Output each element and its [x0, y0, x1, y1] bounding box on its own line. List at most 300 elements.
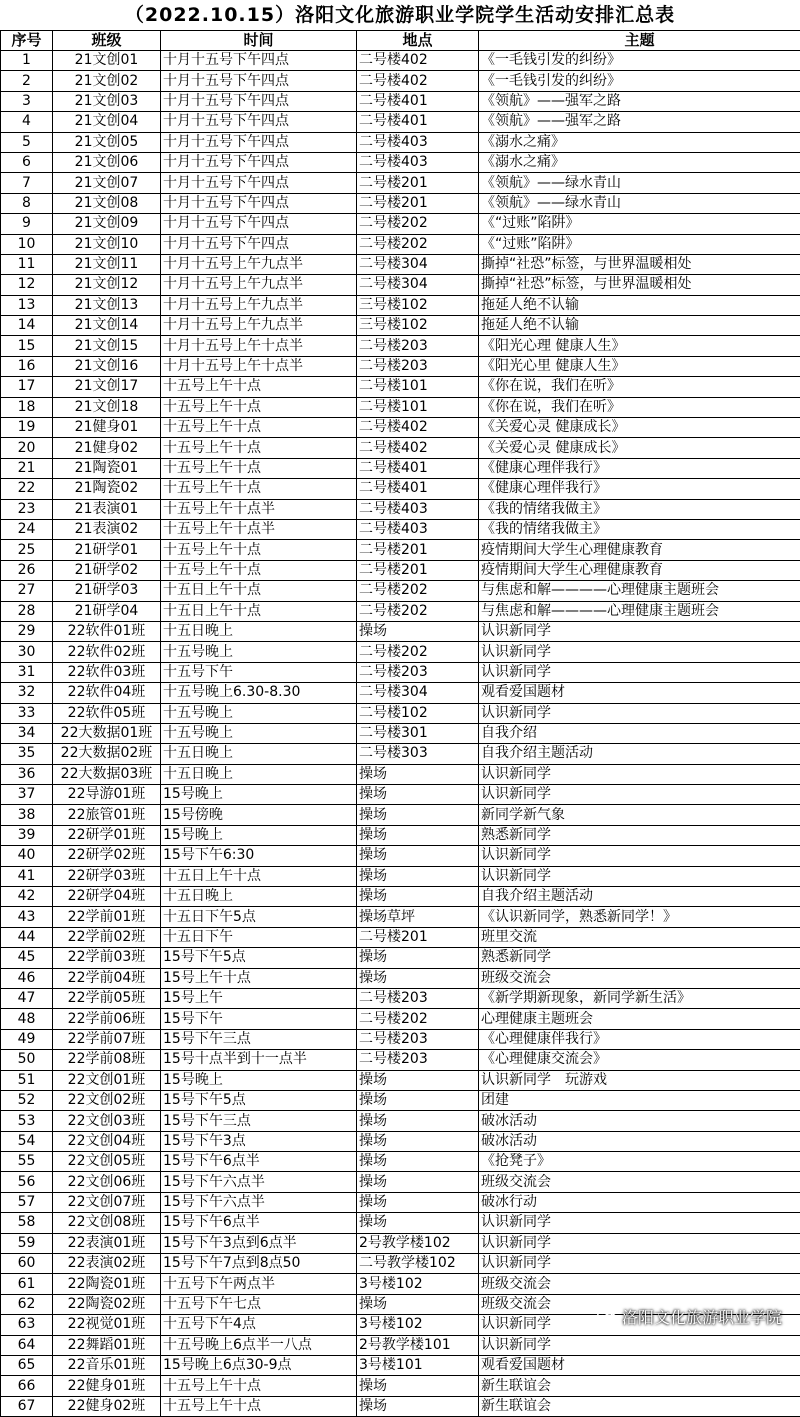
row-topic: 与焦虑和解————心理健康主题班会 [479, 601, 800, 621]
row-class: 21文创07 [53, 173, 161, 193]
row-class: 21文创03 [53, 91, 161, 111]
table-row [1, 581, 800, 601]
row-class: 22文创02班 [53, 1090, 161, 1110]
row-topic: 班里交流 [479, 927, 800, 947]
table-row [1, 825, 800, 845]
row-topic: 熟悉新同学 [479, 948, 800, 968]
row-class: 22表演01班 [53, 1233, 161, 1253]
row-place: 操场 [357, 846, 479, 866]
row-class: 21文创04 [53, 112, 161, 132]
row-place: 操场 [357, 825, 479, 845]
row-class: 21表演01 [53, 499, 161, 519]
row-class: 22学前05班 [53, 988, 161, 1008]
row-class: 22学前03班 [53, 948, 161, 968]
row-place: 三号楼102 [357, 316, 479, 336]
row-class: 22大数据01班 [53, 723, 161, 743]
row-topic: 团建 [479, 1090, 800, 1110]
row-number: 16 [1, 356, 53, 376]
row-number: 52 [1, 1090, 53, 1110]
row-class: 21文创13 [53, 295, 161, 315]
row-number: 7 [1, 173, 53, 193]
row-class: 21文创08 [53, 193, 161, 213]
row-time: 十月十五号下午四点 [161, 132, 357, 152]
row-topic: 心理健康主题班会 [479, 1009, 800, 1029]
row-class: 22软件04班 [53, 683, 161, 703]
row-class: 21文创06 [53, 152, 161, 172]
table-row [1, 968, 800, 988]
row-time: 十五日晚上 [161, 887, 357, 907]
row-time: 15号下午5点 [161, 948, 357, 968]
row-topic: 《你在说，我们在听》 [479, 397, 800, 417]
row-number: 38 [1, 805, 53, 825]
table-row [1, 723, 800, 743]
row-topic: 拖延人绝不认输 [479, 316, 800, 336]
row-place: 操场 [357, 968, 479, 988]
header-row [1, 31, 800, 51]
table-row [1, 1050, 800, 1070]
table-row [1, 866, 800, 886]
row-topic: 《溺水之痛》 [479, 152, 800, 172]
row-number: 62 [1, 1294, 53, 1314]
row-class: 21研学04 [53, 601, 161, 621]
row-place: 二号楼101 [357, 377, 479, 397]
row-place: 二号楼202 [357, 234, 479, 254]
row-topic: 《健康心理伴我行》 [479, 479, 800, 499]
row-class: 22文创06班 [53, 1172, 161, 1192]
table-row [1, 51, 800, 71]
table-row [1, 1213, 800, 1233]
table-row [1, 764, 800, 784]
row-place: 二号楼202 [357, 601, 479, 621]
row-place: 二号楼403 [357, 519, 479, 539]
row-number: 35 [1, 744, 53, 764]
row-time: 十五号晚上 [161, 703, 357, 723]
row-number: 5 [1, 132, 53, 152]
row-place: 操场 [357, 1070, 479, 1090]
table-row [1, 152, 800, 172]
row-topic: 观看爱国题材 [479, 683, 800, 703]
table-row [1, 214, 800, 234]
row-number: 50 [1, 1050, 53, 1070]
table-row [1, 1111, 800, 1131]
row-topic: 认识新同学 [479, 703, 800, 723]
row-class: 21陶瓷02 [53, 479, 161, 499]
row-class: 21文创17 [53, 377, 161, 397]
row-number: 26 [1, 560, 53, 580]
table-body [1, 51, 800, 1417]
row-number: 11 [1, 254, 53, 274]
row-time: 十月十五号下午四点 [161, 71, 357, 91]
row-number: 37 [1, 785, 53, 805]
row-time: 15号上午十点 [161, 968, 357, 988]
row-time: 十五日晚上 [161, 764, 357, 784]
row-number: 9 [1, 214, 53, 234]
row-place: 3号楼101 [357, 1356, 479, 1376]
table-row [1, 1029, 800, 1049]
row-class: 21文创18 [53, 397, 161, 417]
row-topic: 拖延人绝不认输 [479, 295, 800, 315]
row-topic: 认识新同学 [479, 1233, 800, 1253]
row-time: 十五号上午十点半 [161, 519, 357, 539]
table-row [1, 1172, 800, 1192]
row-place: 二号楼401 [357, 458, 479, 478]
table-row [1, 927, 800, 947]
row-topic: 《阳光心里 健康人生》 [479, 356, 800, 376]
row-place: 操场 [357, 866, 479, 886]
row-number: 67 [1, 1396, 53, 1416]
row-place: 操场 [357, 764, 479, 784]
row-number: 36 [1, 764, 53, 784]
row-number: 34 [1, 723, 53, 743]
row-time: 15号晚上6点30-9点 [161, 1356, 357, 1376]
row-place: 二号楼101 [357, 397, 479, 417]
row-topic: 《心理健康伴我行》 [479, 1029, 800, 1049]
table-row [1, 1152, 800, 1172]
row-time: 15号晚上 [161, 785, 357, 805]
table-row [1, 254, 800, 274]
table-row [1, 1376, 800, 1396]
table-row [1, 744, 800, 764]
table-row [1, 846, 800, 866]
header-place: 地点 [357, 31, 479, 51]
header-class: 班级 [53, 31, 161, 51]
row-time: 15号下午六点半 [161, 1172, 357, 1192]
row-number: 46 [1, 968, 53, 988]
row-place: 二号楼403 [357, 132, 479, 152]
row-number: 45 [1, 948, 53, 968]
row-topic: 疫情期间大学生心理健康教育 [479, 540, 800, 560]
table-row [1, 1131, 800, 1151]
row-class: 22导游01班 [53, 785, 161, 805]
row-topic: 破冰活动 [479, 1131, 800, 1151]
row-place: 二号楼304 [357, 275, 479, 295]
row-class: 21文创16 [53, 356, 161, 376]
row-number: 1 [1, 51, 53, 71]
row-place: 二号楼303 [357, 744, 479, 764]
row-number: 42 [1, 887, 53, 907]
table-row [1, 621, 800, 641]
row-time: 十月十五号下午四点 [161, 51, 357, 71]
row-class: 22学前06班 [53, 1009, 161, 1029]
row-number: 12 [1, 275, 53, 295]
row-time: 15号下午5点 [161, 1090, 357, 1110]
row-place: 二号楼102 [357, 703, 479, 723]
row-place: 二号楼201 [357, 927, 479, 947]
row-topic: 自我介绍主题活动 [479, 744, 800, 764]
row-topic: 新生联谊会 [479, 1376, 800, 1396]
row-place: 二号楼203 [357, 1029, 479, 1049]
row-place: 二号楼201 [357, 193, 479, 213]
table-row [1, 132, 800, 152]
row-time: 十五日下午 [161, 927, 357, 947]
table-row [1, 1090, 800, 1110]
row-time: 十五号晚上6点半一八点 [161, 1335, 357, 1355]
row-place: 操场 [357, 621, 479, 641]
row-class: 22研学04班 [53, 887, 161, 907]
row-class: 22大数据02班 [53, 744, 161, 764]
row-number: 27 [1, 581, 53, 601]
row-class: 21陶瓷01 [53, 458, 161, 478]
row-place: 二号楼301 [357, 723, 479, 743]
row-topic: 新生联谊会 [479, 1396, 800, 1416]
row-place: 2号教学楼101 [357, 1335, 479, 1355]
table-row [1, 540, 800, 560]
table-row [1, 519, 800, 539]
row-number: 13 [1, 295, 53, 315]
row-time: 15号下午6点半 [161, 1213, 357, 1233]
row-topic: 新同学新气象 [479, 805, 800, 825]
row-topic: 班级交流会 [479, 1294, 800, 1314]
table-row [1, 1335, 800, 1355]
row-time: 15号下午三点 [161, 1029, 357, 1049]
table-row [1, 805, 800, 825]
row-time: 15号下午3点 [161, 1131, 357, 1151]
row-number: 29 [1, 621, 53, 641]
row-topic: 《我的情绪我做主》 [479, 519, 800, 539]
row-class: 22文创07班 [53, 1192, 161, 1212]
row-class: 22文创05班 [53, 1152, 161, 1172]
row-class: 22学前01班 [53, 907, 161, 927]
row-time: 十五日上午十点 [161, 581, 357, 601]
row-topic: 认识新同学 [479, 642, 800, 662]
table-row [1, 560, 800, 580]
row-class: 22软件05班 [53, 703, 161, 723]
row-topic: 认识新同学 [479, 1315, 800, 1335]
row-place: 3号楼102 [357, 1315, 479, 1335]
row-place: 操场 [357, 1111, 479, 1131]
row-class: 22文创03班 [53, 1111, 161, 1131]
row-time: 十月十五号下午四点 [161, 193, 357, 213]
row-class: 22学前07班 [53, 1029, 161, 1049]
wechat-icon [596, 1305, 618, 1327]
row-number: 18 [1, 397, 53, 417]
row-number: 24 [1, 519, 53, 539]
row-topic: 《一毛钱引发的纠纷》 [479, 51, 800, 71]
row-place: 二号楼402 [357, 71, 479, 91]
table-row [1, 458, 800, 478]
row-topic: 班级交流会 [479, 1172, 800, 1192]
row-time: 15号晚上 [161, 1070, 357, 1090]
row-time: 十五号上午十点半 [161, 499, 357, 519]
row-place: 二号楼402 [357, 438, 479, 458]
table-row [1, 499, 800, 519]
table-row [1, 1254, 800, 1274]
row-time: 十五号上午十点 [161, 540, 357, 560]
table-row [1, 112, 800, 132]
row-class: 22学前08班 [53, 1050, 161, 1070]
row-class: 22软件01班 [53, 621, 161, 641]
row-place: 操场草坪 [357, 907, 479, 927]
row-number: 41 [1, 866, 53, 886]
row-place: 二号楼202 [357, 1009, 479, 1029]
row-class: 21研学01 [53, 540, 161, 560]
row-topic: 《“过账”陷阱》 [479, 214, 800, 234]
row-place: 二号楼202 [357, 214, 479, 234]
row-number: 21 [1, 458, 53, 478]
row-class: 22大数据03班 [53, 764, 161, 784]
table-row [1, 1233, 800, 1253]
table-row [1, 397, 800, 417]
row-class: 22软件03班 [53, 662, 161, 682]
row-number: 10 [1, 234, 53, 254]
row-class: 22表演02班 [53, 1254, 161, 1274]
row-number: 57 [1, 1192, 53, 1212]
row-time: 十五号上午十点 [161, 418, 357, 438]
table-row [1, 683, 800, 703]
row-time: 15号晚上 [161, 825, 357, 845]
row-time: 15号上午 [161, 988, 357, 1008]
row-time: 十五号下午两点半 [161, 1274, 357, 1294]
row-time: 十五号上午十点 [161, 397, 357, 417]
row-topic: 《抢凳子》 [479, 1152, 800, 1172]
row-time: 十五号晚上 [161, 642, 357, 662]
row-place: 操场 [357, 948, 479, 968]
row-time: 十五号上午十点 [161, 438, 357, 458]
row-place: 操场 [357, 805, 479, 825]
row-time: 十月十五号下午四点 [161, 234, 357, 254]
row-place: 操场 [357, 1213, 479, 1233]
table-row [1, 438, 800, 458]
row-time: 十五日下午5点 [161, 907, 357, 927]
table-row [1, 642, 800, 662]
row-number: 63 [1, 1315, 53, 1335]
row-topic: 认识新同学 [479, 662, 800, 682]
row-place: 操场 [357, 785, 479, 805]
row-number: 20 [1, 438, 53, 458]
row-place: 二号楼201 [357, 540, 479, 560]
row-number: 39 [1, 825, 53, 845]
row-number: 31 [1, 662, 53, 682]
row-place: 操场 [357, 1294, 479, 1314]
row-class: 21文创05 [53, 132, 161, 152]
row-place: 3号楼102 [357, 1274, 479, 1294]
table-row [1, 887, 800, 907]
row-place: 二号楼203 [357, 356, 479, 376]
row-number: 64 [1, 1335, 53, 1355]
row-number: 51 [1, 1070, 53, 1090]
row-number: 4 [1, 112, 53, 132]
row-time: 十五号上午十点 [161, 479, 357, 499]
row-class: 21文创12 [53, 275, 161, 295]
row-topic: 《认识新同学，熟悉新同学！》 [479, 907, 800, 927]
row-number: 19 [1, 418, 53, 438]
row-topic: 破冰行动 [479, 1192, 800, 1212]
row-class: 21研学02 [53, 560, 161, 580]
table-row [1, 418, 800, 438]
row-place: 二号教学楼102 [357, 1254, 479, 1274]
row-topic: 《领航》——绿水青山 [479, 173, 800, 193]
header-topic: 主题 [479, 31, 800, 51]
row-place: 二号楼202 [357, 581, 479, 601]
row-topic: 自我介绍主题活动 [479, 887, 800, 907]
row-number: 15 [1, 336, 53, 356]
row-place: 二号楼403 [357, 499, 479, 519]
header-time: 时间 [161, 31, 357, 51]
table-row [1, 336, 800, 356]
row-number: 55 [1, 1152, 53, 1172]
row-topic: 观看爱国题材 [479, 1356, 800, 1376]
row-time: 十五日上午十点 [161, 601, 357, 621]
activity-table [0, 30, 800, 1417]
row-time: 十五日晚上 [161, 621, 357, 641]
row-topic: 《关爱心灵 健康成长》 [479, 438, 800, 458]
row-time: 十五号上午十点 [161, 458, 357, 478]
table-row [1, 703, 800, 723]
table-row [1, 785, 800, 805]
row-time: 十月十五号下午四点 [161, 112, 357, 132]
row-class: 22文创01班 [53, 1070, 161, 1090]
row-topic: 破冰活动 [479, 1111, 800, 1131]
row-number: 66 [1, 1376, 53, 1396]
row-number: 48 [1, 1009, 53, 1029]
row-place: 二号楼403 [357, 152, 479, 172]
row-class: 22研学03班 [53, 866, 161, 886]
row-number: 59 [1, 1233, 53, 1253]
row-number: 58 [1, 1213, 53, 1233]
row-time: 十五号晚上 [161, 723, 357, 743]
row-place: 二号楼201 [357, 560, 479, 580]
row-topic: 班级交流会 [479, 1274, 800, 1294]
row-topic: 认识新同学 [479, 1335, 800, 1355]
table-row [1, 193, 800, 213]
row-time: 十月十五号上午十点半 [161, 336, 357, 356]
row-class: 21文创14 [53, 316, 161, 336]
row-topic: 《溺水之痛》 [479, 132, 800, 152]
row-topic: 认识新同学 [479, 846, 800, 866]
table-row [1, 988, 800, 1008]
row-time: 十月十五号上午九点半 [161, 275, 357, 295]
row-place: 三号楼102 [357, 295, 479, 315]
row-time: 十五号上午十点 [161, 560, 357, 580]
row-topic: 认识新同学 [479, 785, 800, 805]
header-no: 序号 [1, 31, 53, 51]
row-time: 15号下午六点半 [161, 1192, 357, 1212]
row-time: 15号十点半到十一点半 [161, 1050, 357, 1070]
row-number: 22 [1, 479, 53, 499]
row-time: 十月十五号上午九点半 [161, 295, 357, 315]
row-topic: 班级交流会 [479, 968, 800, 988]
row-time: 十月十五号下午四点 [161, 152, 357, 172]
row-class: 21文创09 [53, 214, 161, 234]
row-topic: 《领航》——强军之路 [479, 112, 800, 132]
table-row [1, 1070, 800, 1090]
row-topic: 《“过账”陷阱》 [479, 234, 800, 254]
row-class: 22视觉01班 [53, 1315, 161, 1335]
row-topic: 疫情期间大学生心理健康教育 [479, 560, 800, 580]
row-time: 十五日上午十点 [161, 866, 357, 886]
row-class: 22研学02班 [53, 846, 161, 866]
row-time: 十月十五号上午九点半 [161, 254, 357, 274]
row-class: 22文创04班 [53, 1131, 161, 1151]
row-class: 22文创08班 [53, 1213, 161, 1233]
row-time: 十五号晚上6.30-8.30 [161, 683, 357, 703]
table-row [1, 316, 800, 336]
row-place: 2号教学楼102 [357, 1233, 479, 1253]
row-class: 22音乐01班 [53, 1356, 161, 1376]
row-topic: 认识新同学 [479, 1213, 800, 1233]
row-number: 25 [1, 540, 53, 560]
table-row [1, 91, 800, 111]
row-number: 54 [1, 1131, 53, 1151]
row-number: 60 [1, 1254, 53, 1274]
row-time: 十月十五号上午十点半 [161, 356, 357, 376]
row-time: 十五号上午十点 [161, 1396, 357, 1416]
row-class: 22陶瓷02班 [53, 1294, 161, 1314]
row-time: 15号下午7点到8点50 [161, 1254, 357, 1274]
row-class: 21文创01 [53, 51, 161, 71]
row-place: 二号楼203 [357, 1050, 479, 1070]
row-number: 6 [1, 152, 53, 172]
